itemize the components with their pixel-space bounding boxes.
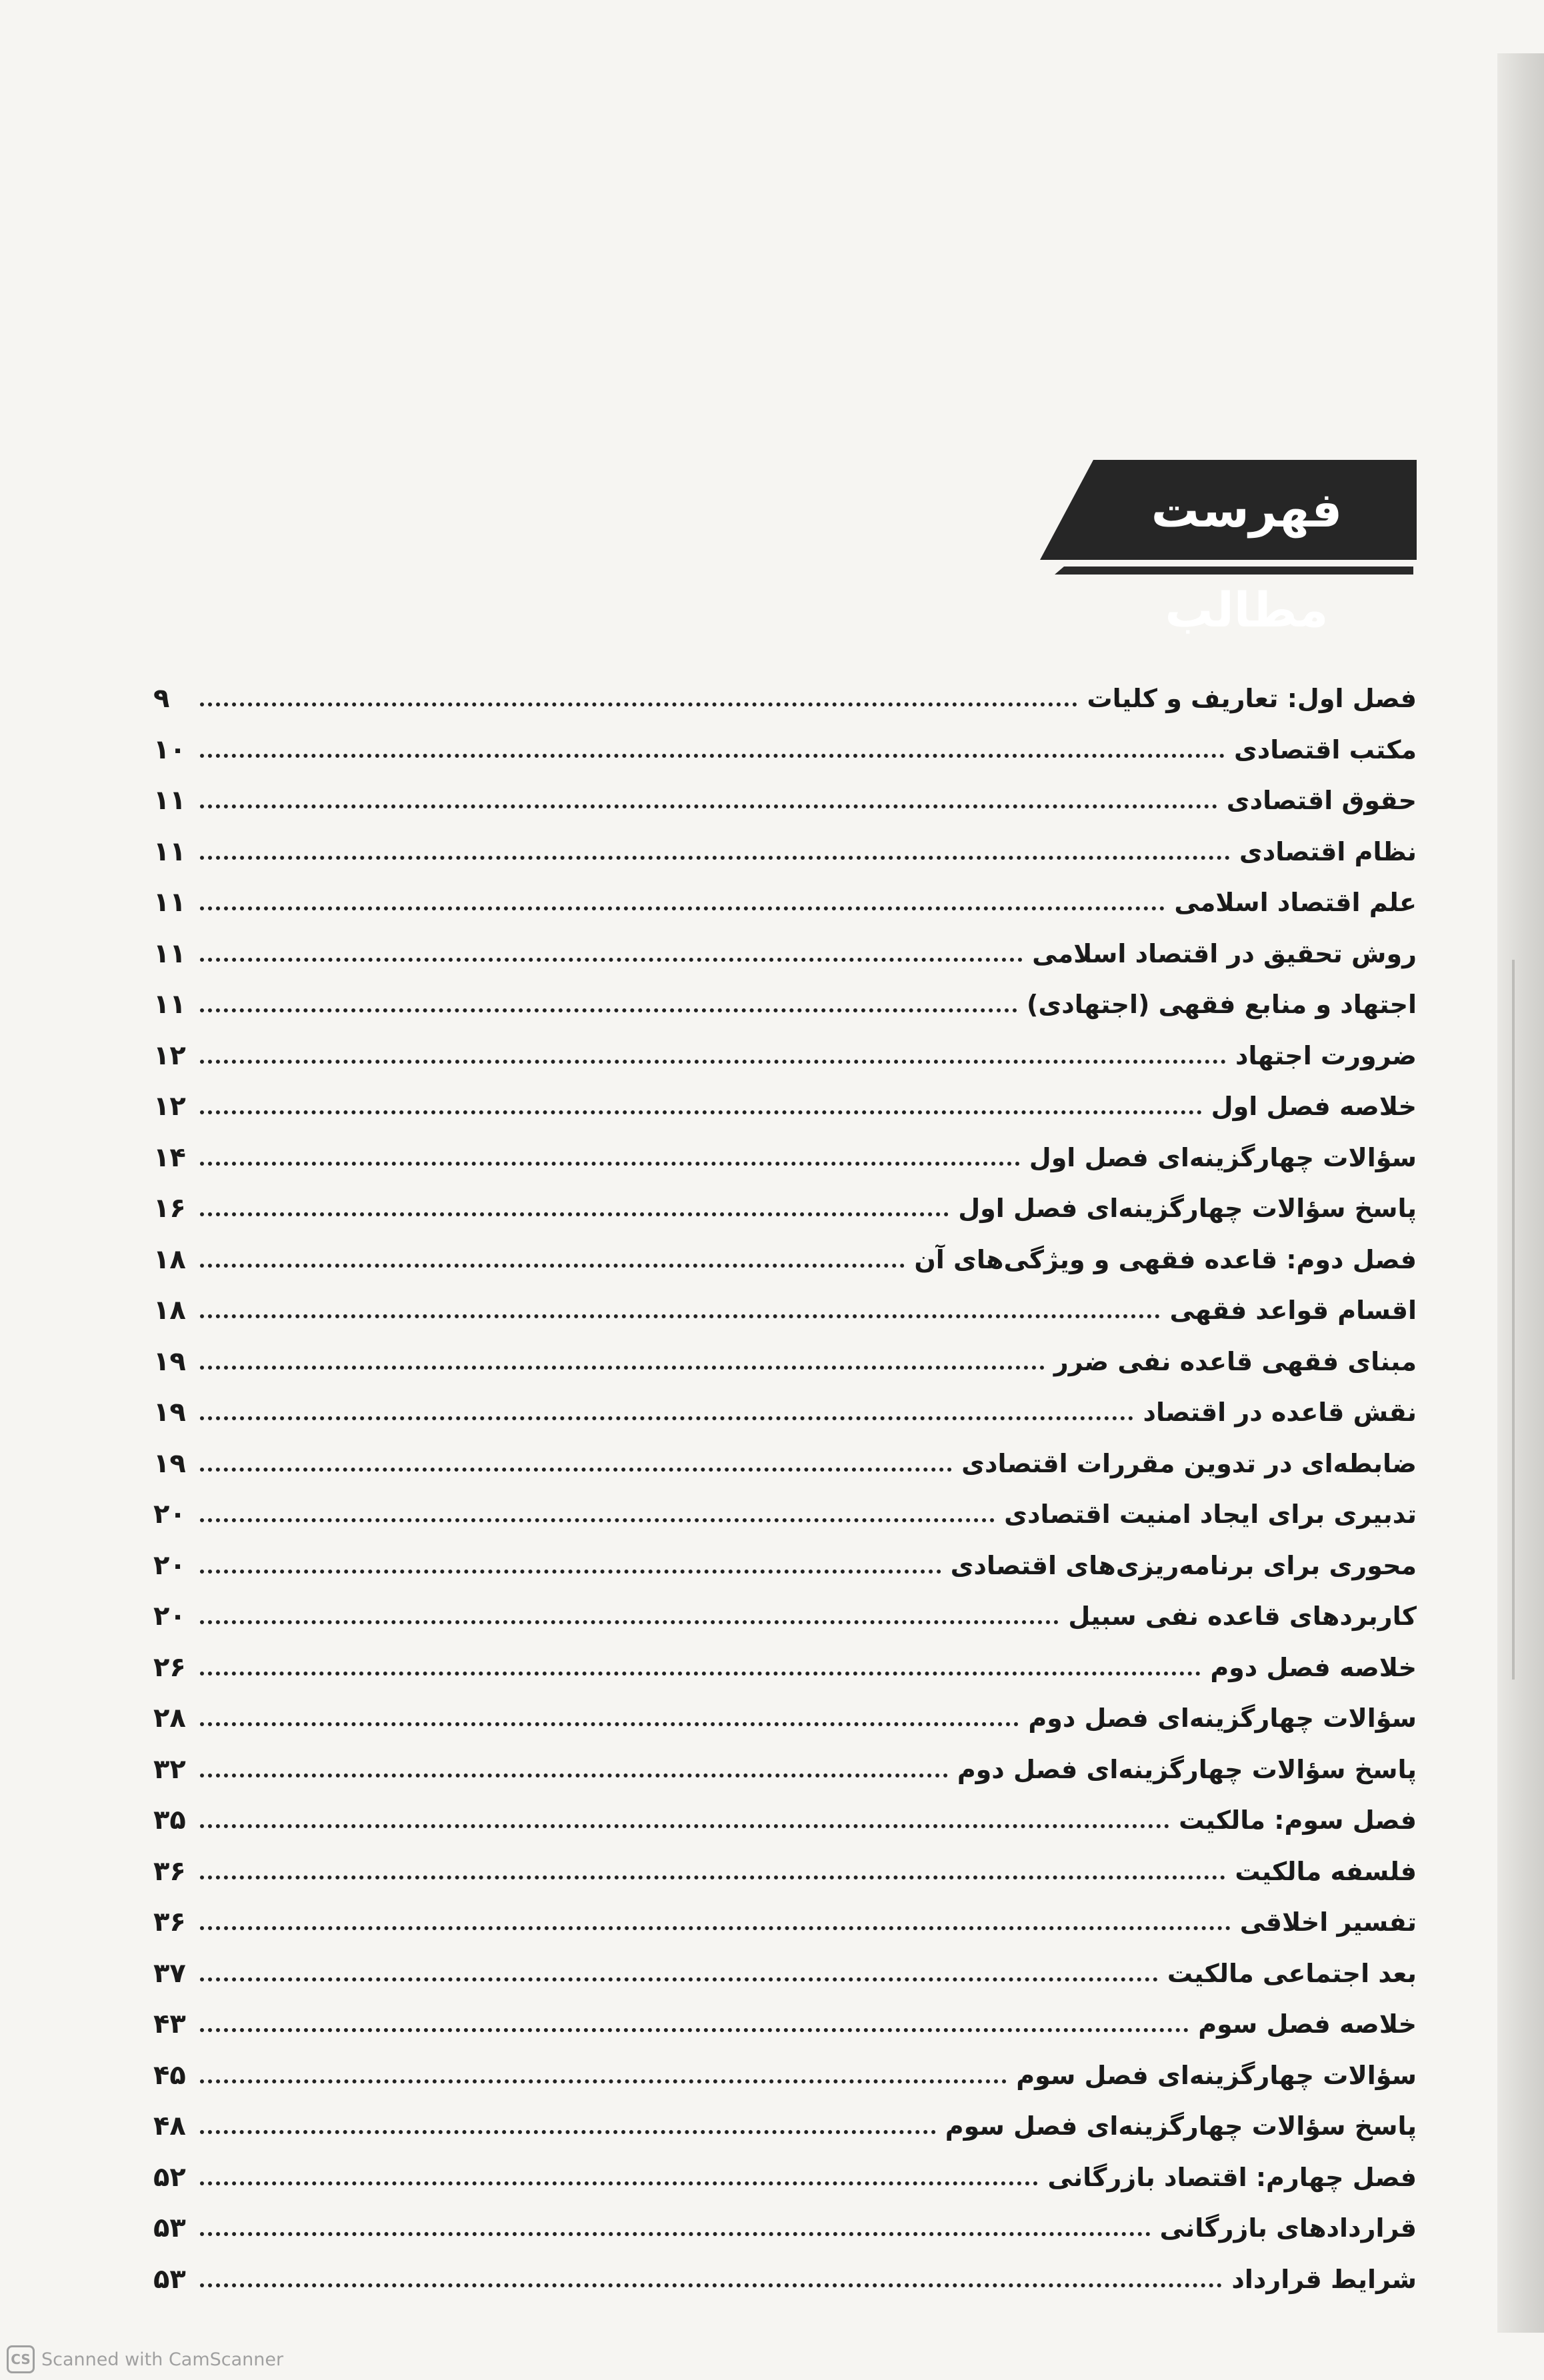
toc-entry-page: ۲۰ [153, 1550, 186, 1581]
toc-entry[interactable] [153, 1744, 1417, 1795]
toc-entry-page: ۳۶ [153, 1855, 186, 1887]
toc-entry-page: ۱۰ [153, 734, 186, 765]
toc-entry-title: سؤالات چهارگزینه‌ای فصل دوم [1028, 1704, 1417, 1734]
toc-entry-title: فلسفه مالکیت [1235, 1856, 1417, 1886]
toc-entry[interactable] [153, 1642, 1417, 1694]
toc-entry[interactable] [153, 1183, 1417, 1234]
toc-entry[interactable] [153, 1081, 1417, 1132]
toc-entry-page: ۱۲ [153, 1091, 186, 1122]
toc-entry[interactable] [153, 2203, 1417, 2254]
toc-entry-title: خلاصه فصل اول [1211, 1092, 1417, 1122]
toc-leader-dots [200, 2028, 1189, 2032]
scanner-watermark [7, 2345, 283, 2373]
toc-entry-title: تفسیر اخلاقی [1239, 1907, 1417, 1937]
toc-entry-title: فصل اول: تعاریف و کلیات [1087, 684, 1417, 714]
toc-leader-dots [200, 1672, 1201, 1676]
toc-entry-page: ۲۰ [153, 1601, 186, 1632]
toc-entry-page: ۱۶ [153, 1193, 186, 1224]
page-title: فهرست مطالب [1151, 482, 1343, 638]
toc-leader-dots [200, 2283, 1222, 2287]
toc-entry[interactable] [153, 1336, 1417, 1388]
toc-entry-page: ۱۱ [153, 938, 186, 969]
toc-entry[interactable] [153, 775, 1417, 826]
toc-entry-page: ۳۵ [153, 1805, 186, 1836]
toc-entry[interactable] [153, 1387, 1417, 1438]
toc-entry-title: پاسخ سؤالات چهارگزینه‌ای فصل سوم [945, 2111, 1417, 2141]
toc-entry-title: اقسام قواعد فقهی [1169, 1296, 1417, 1326]
toc-entry[interactable] [153, 1438, 1417, 1490]
camscanner-logo-icon: CS [7, 2345, 35, 2373]
toc-entry-page: ۱۱ [153, 785, 186, 816]
page-edge-shadow [1512, 960, 1515, 1680]
page-edge [1497, 53, 1544, 2333]
toc-leader-dots [200, 1110, 1202, 1114]
toc-leader-dots [200, 1264, 905, 1268]
toc-entry[interactable] [153, 877, 1417, 928]
toc-leader-dots [200, 1468, 952, 1472]
toc-entry-page: ۱۸ [153, 1295, 186, 1326]
toc-entry-title: قراردادهای بازرگانی [1159, 2213, 1417, 2243]
toc-entry-page: ۱۱ [153, 989, 186, 1020]
toc-entry[interactable] [153, 1132, 1417, 1184]
toc-entry[interactable] [153, 1846, 1417, 1897]
toc-entry[interactable] [153, 1234, 1417, 1286]
toc-leader-dots [200, 1060, 1226, 1064]
toc-leader-dots [200, 2181, 1038, 2185]
toc-leader-dots [200, 1875, 1225, 1879]
toc-entry-title: محوری برای برنامه‌ریزی‌های اقتصادی [950, 1550, 1417, 1580]
toc-entry-title: سؤالات چهارگزینه‌ای فصل سوم [1016, 2060, 1417, 2090]
toc-entry[interactable] [153, 1540, 1417, 1592]
toc-entry-title: نقش قاعده در اقتصاد [1143, 1398, 1417, 1428]
toc-entry[interactable] [153, 1693, 1417, 1744]
toc-entry-title: فصل چهارم: اقتصاد بازرگانی [1047, 2162, 1417, 2192]
toc-entry-page: ۱۱ [153, 887, 186, 918]
toc-entry[interactable] [153, 979, 1417, 1030]
toc-entry-title: خلاصه فصل دوم [1210, 1652, 1417, 1682]
toc-entry-title: حقوق اقتصادی [1226, 786, 1417, 816]
toc-leader-dots [200, 1416, 1133, 1420]
toc-entry-page: ۵۳ [153, 2213, 186, 2244]
toc-entry-title: علم اقتصاد اسلامی [1174, 888, 1417, 918]
toc-leader-dots [200, 1620, 1059, 1624]
toc-entry-title: روش تحقیق در اقتصاد اسلامی [1032, 938, 1417, 968]
toc-leader-dots [200, 2130, 936, 2134]
toc-entry-page: ۵۳ [153, 2263, 186, 2295]
toc-entry[interactable] [153, 826, 1417, 878]
toc-entry-title: مکتب اقتصادی [1233, 734, 1417, 764]
toc-entry-title: خلاصه فصل سوم [1198, 2009, 1417, 2039]
toc-leader-dots [200, 702, 1077, 706]
toc-leader-dots [200, 2232, 1151, 2236]
toc-entry[interactable] [153, 1489, 1417, 1540]
toc-leader-dots [200, 1518, 995, 1522]
toc-entry-page: ۵۲ [153, 2161, 186, 2193]
watermark-text: Scanned with CamScanner [41, 2349, 284, 2370]
toc-entry-page: ۱۱ [153, 836, 186, 867]
toc-entry[interactable] [153, 1285, 1417, 1336]
toc-leader-dots [200, 1824, 1169, 1828]
toc-entry[interactable] [153, 2254, 1417, 2305]
toc-entry[interactable] [153, 1897, 1417, 1948]
toc-leader-dots [200, 1977, 1158, 1981]
toc-entry-page: ۲۸ [153, 1703, 186, 1734]
toc-leader-dots [200, 1570, 941, 1574]
toc-leader-dots [200, 1926, 1231, 1930]
toc-leader-dots [200, 1366, 1045, 1370]
toc-leader-dots [200, 1314, 1160, 1318]
toc-leader-dots [200, 1774, 948, 1778]
toc-entry-page: ۱۴ [153, 1142, 186, 1173]
toc-entry[interactable] [153, 2050, 1417, 2101]
toc-entry-page: ۴۳ [153, 2009, 186, 2040]
toc-leader-dots [200, 804, 1217, 808]
toc-leader-dots [200, 1008, 1017, 1012]
toc-entry-page: ۲۰ [153, 1499, 186, 1530]
toc-entry-title: فصل دوم: قاعده فقهی و ویژگی‌های آن [914, 1244, 1417, 1274]
toc-entry[interactable] [153, 1795, 1417, 1846]
table-of-contents [153, 673, 1417, 2305]
toc-entry-title: تدبیری برای ایجاد امنیت اقتصادی [1004, 1500, 1417, 1530]
toc-title-banner [1040, 460, 1427, 638]
toc-entry[interactable] [153, 2101, 1417, 2152]
toc-entry-title: ضابطه‌ای در تدوین مقررات اقتصادی [961, 1448, 1417, 1478]
toc-entry[interactable] [153, 1030, 1417, 1082]
toc-leader-dots [200, 754, 1225, 758]
toc-entry[interactable] [153, 724, 1417, 776]
toc-entry-title: نظام اقتصادی [1239, 836, 1417, 866]
toc-entry-page: ۱۹ [153, 1346, 186, 1377]
toc-entry-title: پاسخ سؤالات چهارگزینه‌ای فصل اول [958, 1194, 1417, 1224]
toc-leader-dots [200, 1722, 1019, 1726]
toc-entry[interactable] [153, 1999, 1417, 2050]
toc-entry[interactable] [153, 673, 1417, 724]
toc-entry[interactable] [153, 2152, 1417, 2203]
toc-entry-page: ۳۶ [153, 1907, 186, 1938]
toc-entry-page: ۳۷ [153, 1957, 186, 1989]
toc-entry-page: ۲۶ [153, 1652, 186, 1683]
toc-entry-title: کاربردهای قاعده نفی سبیل [1068, 1602, 1417, 1632]
toc-entry-title: پاسخ سؤالات چهارگزینه‌ای فصل دوم [957, 1754, 1417, 1784]
toc-entry[interactable] [153, 928, 1417, 980]
toc-entry-page: ۱۹ [153, 1448, 186, 1479]
toc-entry-title: ضرورت اجتهاد [1235, 1040, 1417, 1070]
toc-entry[interactable] [153, 1591, 1417, 1642]
toc-leader-dots [200, 1212, 949, 1216]
toc-entry-page: ۳۲ [153, 1754, 186, 1785]
toc-entry-page: ۹ [153, 683, 170, 714]
toc-leader-dots [200, 2079, 1007, 2083]
toc-entry[interactable] [153, 1948, 1417, 1999]
toc-leader-dots [200, 1162, 1020, 1166]
toc-leader-dots [200, 856, 1230, 860]
toc-entry-page: ۴۸ [153, 2111, 186, 2142]
toc-entry-page: ۱۹ [153, 1397, 186, 1428]
toc-leader-dots [200, 906, 1165, 910]
toc-entry-title: بعد اجتماعی مالکیت [1167, 1958, 1417, 1988]
toc-entry-title: اجتهاد و منابع فقهی (اجتهادی) [1027, 990, 1417, 1020]
toc-leader-dots [200, 958, 1023, 962]
toc-entry-title: مبنای فقهی قاعده نفی ضرر [1053, 1346, 1417, 1376]
toc-entry-page: ۱۲ [153, 1040, 186, 1071]
toc-entry-title: شرایط قرارداد [1231, 2264, 1417, 2294]
toc-entry-page: ۴۵ [153, 2059, 186, 2091]
toc-entry-title: سؤالات چهارگزینه‌ای فصل اول [1029, 1142, 1417, 1172]
toc-entry-title: فصل سوم: مالکیت [1179, 1805, 1417, 1835]
toc-entry-page: ۱۸ [153, 1244, 186, 1275]
